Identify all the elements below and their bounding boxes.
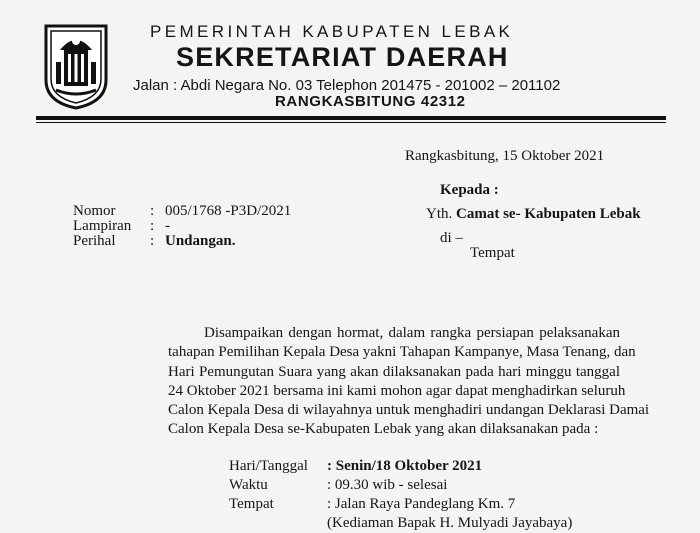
addressee-di: di – xyxy=(440,230,463,246)
meta-value: - xyxy=(165,218,170,234)
body-line: Hari Pemungutan Suara yang akan dilaksanakan pada hari minggu tanggal xyxy=(168,363,620,380)
addressee-recipient-line xyxy=(426,206,641,223)
letterhead-divider-thin xyxy=(36,122,666,123)
detail-value: : 09.30 wib - selesai xyxy=(327,477,448,493)
meta-colon: : xyxy=(150,233,155,249)
body-line: tahapan Pemilihan Kepala Desa yakni Tahapan Kampanye, Masa Tenang, dan xyxy=(168,344,636,361)
letter-body xyxy=(168,324,650,440)
addressee-kepada: Kepada : xyxy=(440,182,499,198)
detail-value: : Senin/18 Oktober 2021 xyxy=(327,458,483,474)
regency-emblem-icon xyxy=(42,22,110,110)
detail-label: Hari/Tanggal xyxy=(229,458,308,474)
letterhead-address: Jalan : Abdi Negara No. 03 Telephon 201475 - 201002 – 201102 xyxy=(133,77,561,94)
body-line: 24 Oktober 2021 bersama ini kami mohon agar dapat menghadirkan seluruh xyxy=(168,382,626,399)
letterhead-city: RANGKASBITUNG 42312 xyxy=(275,93,466,110)
letterhead-office: SEKRETARIAT DAERAH xyxy=(176,42,509,72)
addressee-recipient: Camat se- Kabupaten Lebak xyxy=(456,206,641,222)
meta-colon: : xyxy=(150,218,155,234)
detail-value: : Jalan Raya Pandeglang Km. 7 xyxy=(327,496,516,512)
detail-label: Waktu xyxy=(229,477,268,493)
detail-value: (Kediaman Bapak H. Mulyadi Jayabaya) xyxy=(327,515,573,531)
meta-label: Nomor xyxy=(73,203,116,219)
letter-date: Rangkasbitung, 15 Oktober 2021 xyxy=(405,148,605,164)
body-line: Disampaikan dengan hormat, dalam rangka persiapan pelaksanakan xyxy=(204,325,620,341)
meta-value: Undangan. xyxy=(165,233,236,249)
addressee-yth: Yth. xyxy=(426,206,453,222)
letterhead-divider xyxy=(36,116,666,120)
meta-label: Perihal xyxy=(73,233,116,249)
detail-label: Tempat xyxy=(229,496,274,512)
addressee-tempat: Tempat xyxy=(470,245,515,261)
body-line: Calon Kepala Desa se-Kabupaten Lebak yang akan dilaksanakan pada : xyxy=(168,421,599,438)
meta-label: Lampiran xyxy=(73,218,132,234)
meta-value: 005/1768 -P3D/2021 xyxy=(165,203,292,219)
meta-colon: : xyxy=(150,203,155,219)
letterhead-government: PEMERINTAH KABUPATEN LEBAK xyxy=(150,22,514,41)
body-line: Calon Kepala Desa di wilayahnya untuk menghadiri undangan Deklarasi Damai xyxy=(168,402,650,419)
